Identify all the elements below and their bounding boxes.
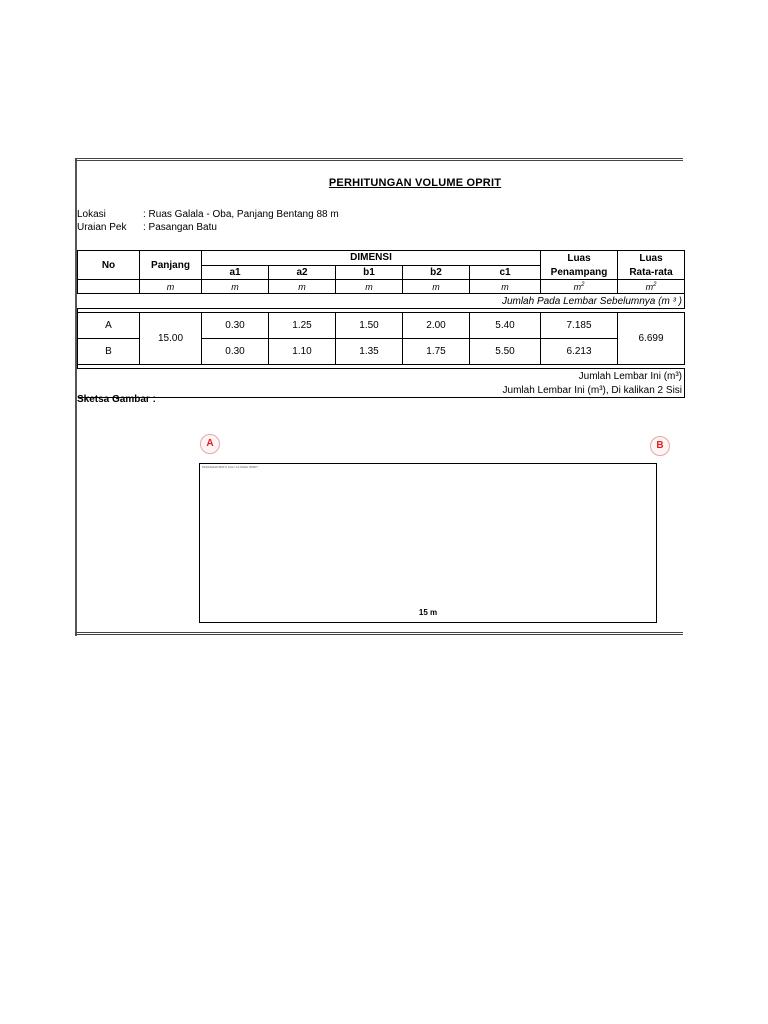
sketch-label: Sketsa Gambar : [77, 394, 156, 405]
top-border [75, 158, 683, 161]
uraian-label: Uraian Pek [77, 222, 127, 233]
header-a1: a1 [202, 265, 269, 280]
unit-c1: m [470, 280, 541, 294]
header-luas-rata-1: Luas [618, 251, 685, 266]
jumlah-sebelumnya: Jumlah Pada Lembar Sebelumnya (m ³ ) [78, 294, 685, 309]
bottom-border [75, 632, 683, 635]
jumlah-lembar-ini: Jumlah Lembar Ini (m³) [78, 369, 685, 384]
lokasi-row [77, 209, 377, 222]
row-a-luas: 7.185 [541, 313, 618, 339]
marker-a: A [200, 434, 220, 454]
page-title: PERHITUNGAN VOLUME OPRIT [328, 177, 502, 189]
row-a-c1: 5.40 [470, 313, 541, 339]
unit-panjang: m [140, 280, 202, 294]
row-b-a1: 0.30 [202, 339, 269, 365]
header-b1: b1 [336, 265, 403, 280]
unit-no [78, 280, 140, 294]
unit-sup: 2 [581, 281, 585, 288]
lokasi-value: : Ruas Galala - Oba, Panjang Bentang 88 m [143, 209, 339, 220]
header-a2: a2 [269, 265, 336, 280]
header-c1: c1 [470, 265, 541, 280]
row-b-luas: 6.213 [541, 339, 618, 365]
row-b-b2: 1.75 [403, 339, 470, 365]
row-a-no: A [78, 313, 140, 339]
unit-a1: m [202, 280, 269, 294]
sketch-tiny-note: PASANGAN BATU KALI 1:4 PADA OPRIT [202, 465, 259, 469]
unit-m2: m [645, 281, 654, 292]
row-b-no: B [78, 339, 140, 365]
header-dimensi: DIMENSI [202, 251, 541, 266]
marker-b: B [650, 436, 670, 456]
row-a-b2: 2.00 [403, 313, 470, 339]
row-a-a2: 1.25 [269, 313, 336, 339]
unit-sup: 2 [653, 281, 657, 288]
panjang-value: 15.00 [140, 313, 202, 365]
uraian-row [77, 222, 377, 235]
unit-luas-rata [618, 280, 685, 294]
unit-m2: m [573, 281, 582, 292]
sketch-length-label: 15 m [418, 608, 438, 617]
row-b-c1: 5.50 [470, 339, 541, 365]
luas-rata-value: 6.699 [618, 313, 685, 365]
header-luas-penampang-1: Luas [541, 251, 618, 266]
lokasi-label: Lokasi [77, 209, 106, 220]
unit-b1: m [336, 280, 403, 294]
header-luas-penampang-2: Penampang [541, 265, 618, 280]
unit-luas-penampang [541, 280, 618, 294]
header-panjang: Panjang [140, 251, 202, 280]
header-luas-rata-2: Rata-rata [618, 265, 685, 280]
unit-b2: m [403, 280, 470, 294]
row-a-a1: 0.30 [202, 313, 269, 339]
uraian-value: : Pasangan Batu [143, 222, 217, 233]
volume-table [77, 250, 685, 398]
row-b-b1: 1.35 [336, 339, 403, 365]
jumlah-lembar-ini-2-sisi: Jumlah Lembar Ini (m³), Di kalikan 2 Sisi [78, 383, 685, 398]
row-a-b1: 1.50 [336, 313, 403, 339]
header-no: No [78, 251, 140, 280]
row-b-a2: 1.10 [269, 339, 336, 365]
header-b2: b2 [403, 265, 470, 280]
sketch-box [199, 463, 657, 623]
unit-a2: m [269, 280, 336, 294]
